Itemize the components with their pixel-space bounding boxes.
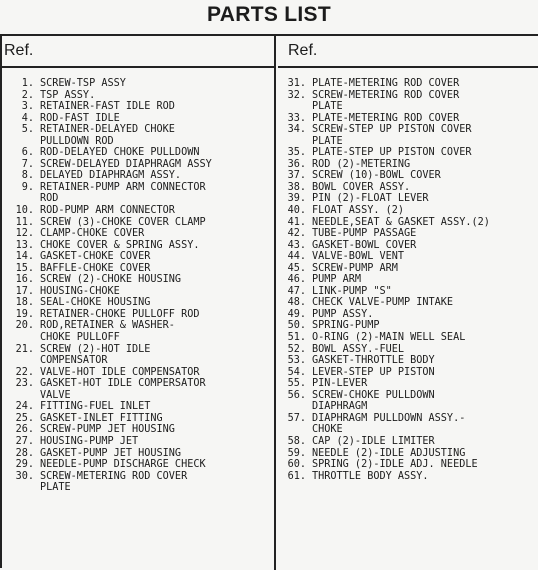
part-list-item xyxy=(278,459,538,471)
part-description: GASKET-INLET FITTING xyxy=(40,412,163,424)
part-list-item xyxy=(278,136,538,148)
part-description: PIN (2)-FLOAT LEVER xyxy=(312,193,429,205)
part-list-item xyxy=(2,413,274,425)
part-list-item xyxy=(2,136,274,148)
part-list-item xyxy=(278,286,538,298)
part-list-item xyxy=(278,78,538,90)
part-description: THROTTLE BODY ASSY. xyxy=(312,470,429,482)
part-ref-number: 4. xyxy=(21,112,34,124)
part-ref-number: 45. xyxy=(287,262,306,274)
part-list-item xyxy=(2,159,274,171)
part-description: SCREW-STEP UP PISTON COVER xyxy=(312,124,472,136)
part-description: PULLDOWN ROD xyxy=(40,135,114,147)
part-ref-number: 6. xyxy=(21,147,34,159)
part-ref-number: 59. xyxy=(287,447,306,459)
part-ref-number: 13. xyxy=(15,239,34,251)
part-description: SCREW-PUMP JET HOUSING xyxy=(40,424,175,436)
part-ref-number xyxy=(2,136,34,148)
part-list-item xyxy=(2,205,274,217)
part-description: SPRING (2)-IDLE ADJ. NEEDLE xyxy=(312,459,478,471)
part-description: CAP (2)-IDLE LIMITER xyxy=(312,435,435,447)
part-description: GASKET-THROTTLE BODY xyxy=(312,355,435,367)
part-description: LINK-PUMP "S" xyxy=(312,285,392,297)
part-ref-number: 58. xyxy=(287,435,306,447)
part-description: DELAYED DIAPHRAGM ASSY. xyxy=(40,170,182,182)
part-ref-number: 36. xyxy=(287,158,306,170)
part-list-item xyxy=(2,193,274,205)
part-list-item xyxy=(278,309,538,321)
part-description: ROD-PUMP ARM CONNECTOR xyxy=(40,205,175,217)
part-ref-number: 1. xyxy=(21,78,34,89)
part-list-item xyxy=(278,471,538,483)
part-description: NEEDLE (2)-IDLE ADJUSTING xyxy=(312,447,466,459)
part-ref-number: 17. xyxy=(15,285,34,297)
part-description: CHOKE PULLOFF xyxy=(40,332,120,344)
part-description: ROD,RETAINER & WASHER- xyxy=(40,320,175,332)
part-list-item xyxy=(2,182,274,194)
part-list-item xyxy=(278,159,538,171)
part-list-item xyxy=(2,448,274,460)
part-ref-number: 38. xyxy=(287,181,306,193)
part-list-item xyxy=(278,413,538,425)
part-list-item xyxy=(278,378,538,390)
part-list-item xyxy=(278,436,538,448)
part-description: LEVER-STEP UP PISTON xyxy=(312,366,435,378)
part-list-item xyxy=(2,390,274,402)
part-ref-number: 35. xyxy=(287,147,306,159)
part-ref-number: 33. xyxy=(287,112,306,124)
part-description: PUMP ARM xyxy=(312,274,362,286)
part-ref-number: 27. xyxy=(15,435,34,447)
part-ref-number: 22. xyxy=(15,366,34,378)
part-ref-number xyxy=(278,136,306,148)
part-ref-number: 44. xyxy=(287,251,306,263)
part-description: SCREW (3)-CHOKE COVER CLAMP xyxy=(40,216,206,228)
part-list-item xyxy=(2,332,274,344)
part-description: PLATE xyxy=(312,135,343,147)
part-list-item xyxy=(2,344,274,356)
part-ref-number: 8. xyxy=(21,170,34,182)
part-description: PLATE xyxy=(40,482,71,494)
part-ref-number: 21. xyxy=(15,343,34,355)
part-ref-number: 46. xyxy=(287,274,306,286)
part-description: GASKET-CHOKE COVER xyxy=(40,251,151,263)
part-description: SCREW-METERING ROD COVER xyxy=(312,89,460,101)
part-description: COMPENSATOR xyxy=(40,355,108,367)
part-ref-number: 15. xyxy=(15,262,34,274)
part-ref-number: 12. xyxy=(15,228,34,240)
part-ref-number: 5. xyxy=(21,124,34,136)
part-list-item xyxy=(2,482,274,494)
part-ref-number: 25. xyxy=(15,412,34,424)
part-description: PLATE-METERING ROD COVER xyxy=(312,112,460,124)
part-list-item xyxy=(2,251,274,263)
part-ref-number: 51. xyxy=(287,332,306,344)
part-description: HOUSING-PUMP JET xyxy=(40,435,139,447)
part-list-item xyxy=(2,90,274,102)
part-description: GASKET-PUMP JET HOUSING xyxy=(40,447,182,459)
part-list-item xyxy=(2,147,274,159)
left-column xyxy=(2,36,276,570)
ref-header-left: Ref. xyxy=(2,36,274,68)
part-ref-number xyxy=(2,193,34,205)
part-description: CHOKE xyxy=(312,424,343,436)
part-list-item xyxy=(278,401,538,413)
part-ref-number: 39. xyxy=(287,193,306,205)
part-list-item xyxy=(2,459,274,471)
part-list-item xyxy=(278,240,538,252)
part-ref-number xyxy=(2,482,34,494)
part-ref-number xyxy=(278,101,306,113)
part-ref-number: 29. xyxy=(15,459,34,471)
part-list-item xyxy=(278,297,538,309)
part-list-item xyxy=(2,78,274,90)
part-list-item xyxy=(2,274,274,286)
part-list-item xyxy=(2,309,274,321)
part-list-item xyxy=(2,471,274,483)
part-ref-number: 42. xyxy=(287,228,306,240)
part-ref-number: 23. xyxy=(15,378,34,390)
parts-table xyxy=(0,34,538,568)
part-description: CLAMP-CHOKE COVER xyxy=(40,228,145,240)
part-list-item xyxy=(278,320,538,332)
part-list-item xyxy=(2,436,274,448)
part-description: SCREW (2)-HOT IDLE xyxy=(40,343,151,355)
part-description: BAFFLE-CHOKE COVER xyxy=(40,262,151,274)
part-list-item xyxy=(2,228,274,240)
part-list-item xyxy=(2,113,274,125)
part-description: NEEDLE,SEAT & GASKET ASSY.(2) xyxy=(312,216,490,228)
part-ref-number xyxy=(2,332,34,344)
part-description: SCREW (10)-BOWL COVER xyxy=(312,170,441,182)
part-description: ROD-FAST IDLE xyxy=(40,112,120,124)
part-description: SPRING-PUMP xyxy=(312,320,380,332)
part-description: VALVE-BOWL VENT xyxy=(312,251,405,263)
part-list-item xyxy=(2,355,274,367)
part-ref-number: 60. xyxy=(287,459,306,471)
part-list-item xyxy=(278,228,538,240)
part-list-item xyxy=(2,367,274,379)
part-ref-number: 55. xyxy=(287,378,306,390)
part-description: GASKET-HOT IDLE COMPERSATOR xyxy=(40,378,206,390)
part-description: ROD-DELAYED CHOKE PULLDOWN xyxy=(40,147,200,159)
part-description: CHECK VALVE-PUMP INTAKE xyxy=(312,297,454,309)
part-ref-number: 54. xyxy=(287,366,306,378)
part-description: ROD xyxy=(40,193,59,205)
part-description: SCREW-TSP ASSY xyxy=(40,78,126,89)
part-ref-number: 10. xyxy=(15,205,34,217)
part-ref-number: 61. xyxy=(287,470,306,482)
part-ref-number: 11. xyxy=(15,216,34,228)
part-ref-number: 2. xyxy=(21,89,34,101)
part-ref-number xyxy=(2,355,34,367)
part-list-item xyxy=(278,101,538,113)
part-description: SCREW-DELAYED DIAPHRAGM ASSY xyxy=(40,158,212,170)
part-list-item xyxy=(278,205,538,217)
part-description: DIAPHRAGM xyxy=(312,401,368,413)
part-list-item xyxy=(278,424,538,436)
part-list-item xyxy=(278,274,538,286)
part-description: PLATE-METERING ROD COVER xyxy=(312,78,460,89)
part-list-item xyxy=(278,355,538,367)
part-description: BOWL ASSY.-FUEL xyxy=(312,343,405,355)
part-list-item xyxy=(2,424,274,436)
part-description: ROD (2)-METERING xyxy=(312,158,411,170)
part-list-item xyxy=(278,113,538,125)
part-description: HOUSING-CHOKE xyxy=(40,285,120,297)
ref-header-right: Ref. xyxy=(278,36,538,68)
part-list-item xyxy=(278,217,538,229)
parts-list-left xyxy=(2,68,274,494)
part-description: SCREW (2)-CHOKE HOUSING xyxy=(40,274,182,286)
part-ref-number: 53. xyxy=(287,355,306,367)
part-description: GASKET-BOWL COVER xyxy=(312,239,417,251)
part-ref-number: 52. xyxy=(287,343,306,355)
part-list-item xyxy=(2,378,274,390)
right-column xyxy=(278,36,538,570)
part-description: PIN-LEVER xyxy=(312,378,368,390)
part-description: VALVE xyxy=(40,389,71,401)
part-ref-number: 32. xyxy=(287,89,306,101)
part-description: FITTING-FUEL INLET xyxy=(40,401,151,413)
part-ref-number: 19. xyxy=(15,308,34,320)
part-description: SCREW-CHOKE PULLDOWN xyxy=(312,389,435,401)
part-description: PLATE xyxy=(312,101,343,113)
part-description: SCREW-METERING ROD COVER xyxy=(40,470,188,482)
part-list-item xyxy=(278,263,538,275)
part-description: RETAINER-CHOKE PULLOFF ROD xyxy=(40,308,200,320)
part-list-item xyxy=(2,101,274,113)
part-ref-number: 37. xyxy=(287,170,306,182)
part-description: SCREW-PUMP ARM xyxy=(312,262,398,274)
part-ref-number: 18. xyxy=(15,297,34,309)
part-ref-number: 47. xyxy=(287,285,306,297)
part-list-item xyxy=(2,320,274,332)
part-ref-number: 50. xyxy=(287,320,306,332)
part-description: CHOKE COVER & SPRING ASSY. xyxy=(40,239,200,251)
part-ref-number: 24. xyxy=(15,401,34,413)
part-list-item xyxy=(2,286,274,298)
part-ref-number: 41. xyxy=(287,216,306,228)
part-ref-number: 26. xyxy=(15,424,34,436)
part-ref-number: 30. xyxy=(15,470,34,482)
part-ref-number: 3. xyxy=(21,101,34,113)
part-description: VALVE-HOT IDLE COMPENSATOR xyxy=(40,366,200,378)
part-ref-number: 43. xyxy=(287,239,306,251)
part-ref-number: 40. xyxy=(287,205,306,217)
parts-list-right xyxy=(278,68,538,482)
part-description: BOWL COVER ASSY. xyxy=(312,181,411,193)
part-description: O-RING (2)-MAIN WELL SEAL xyxy=(312,332,466,344)
part-ref-number: 7. xyxy=(21,158,34,170)
part-description: RETAINER-DELAYED CHOKE xyxy=(40,124,175,136)
part-description: RETAINER-PUMP ARM CONNECTOR xyxy=(40,181,206,193)
part-list-item xyxy=(278,344,538,356)
part-ref-number: 57. xyxy=(287,412,306,424)
part-ref-number: 28. xyxy=(15,447,34,459)
part-list-item xyxy=(278,390,538,402)
part-list-item xyxy=(2,240,274,252)
part-list-item xyxy=(2,263,274,275)
part-ref-number: 9. xyxy=(21,181,34,193)
part-list-item xyxy=(278,182,538,194)
part-ref-number: 16. xyxy=(15,274,34,286)
part-description: RETAINER-FAST IDLE ROD xyxy=(40,101,175,113)
part-ref-number xyxy=(278,424,306,436)
part-description: PUMP ASSY. xyxy=(312,308,374,320)
part-list-item xyxy=(2,170,274,182)
part-description: TUBE-PUMP PASSAGE xyxy=(312,228,417,240)
part-ref-number: 49. xyxy=(287,308,306,320)
part-ref-number: 48. xyxy=(287,297,306,309)
part-list-item xyxy=(2,217,274,229)
page-title: PARTS LIST xyxy=(207,3,331,26)
part-list-item xyxy=(278,193,538,205)
part-ref-number xyxy=(278,401,306,413)
part-description: SEAL-CHOKE HOUSING xyxy=(40,297,151,309)
part-list-item xyxy=(278,448,538,460)
part-list-item xyxy=(2,401,274,413)
part-list-item xyxy=(278,90,538,102)
part-ref-number: 31. xyxy=(287,78,306,89)
part-list-item xyxy=(278,367,538,379)
part-list-item xyxy=(278,124,538,136)
part-ref-number xyxy=(2,390,34,402)
part-list-item xyxy=(2,297,274,309)
part-ref-number: 20. xyxy=(15,320,34,332)
part-description: DIAPHRAGM PULLDOWN ASSY.- xyxy=(312,412,466,424)
part-description: PLATE-STEP UP PISTON COVER xyxy=(312,147,472,159)
part-ref-number: 14. xyxy=(15,251,34,263)
part-list-item xyxy=(278,251,538,263)
part-list-item xyxy=(278,170,538,182)
part-list-item xyxy=(2,124,274,136)
part-list-item xyxy=(278,147,538,159)
part-ref-number: 34. xyxy=(287,124,306,136)
part-description: NEEDLE-PUMP DISCHARGE CHECK xyxy=(40,459,206,471)
part-ref-number: 56. xyxy=(287,389,306,401)
part-description: FLOAT ASSY. (2) xyxy=(312,205,405,217)
part-list-item xyxy=(278,332,538,344)
part-description: TSP ASSY. xyxy=(40,89,96,101)
